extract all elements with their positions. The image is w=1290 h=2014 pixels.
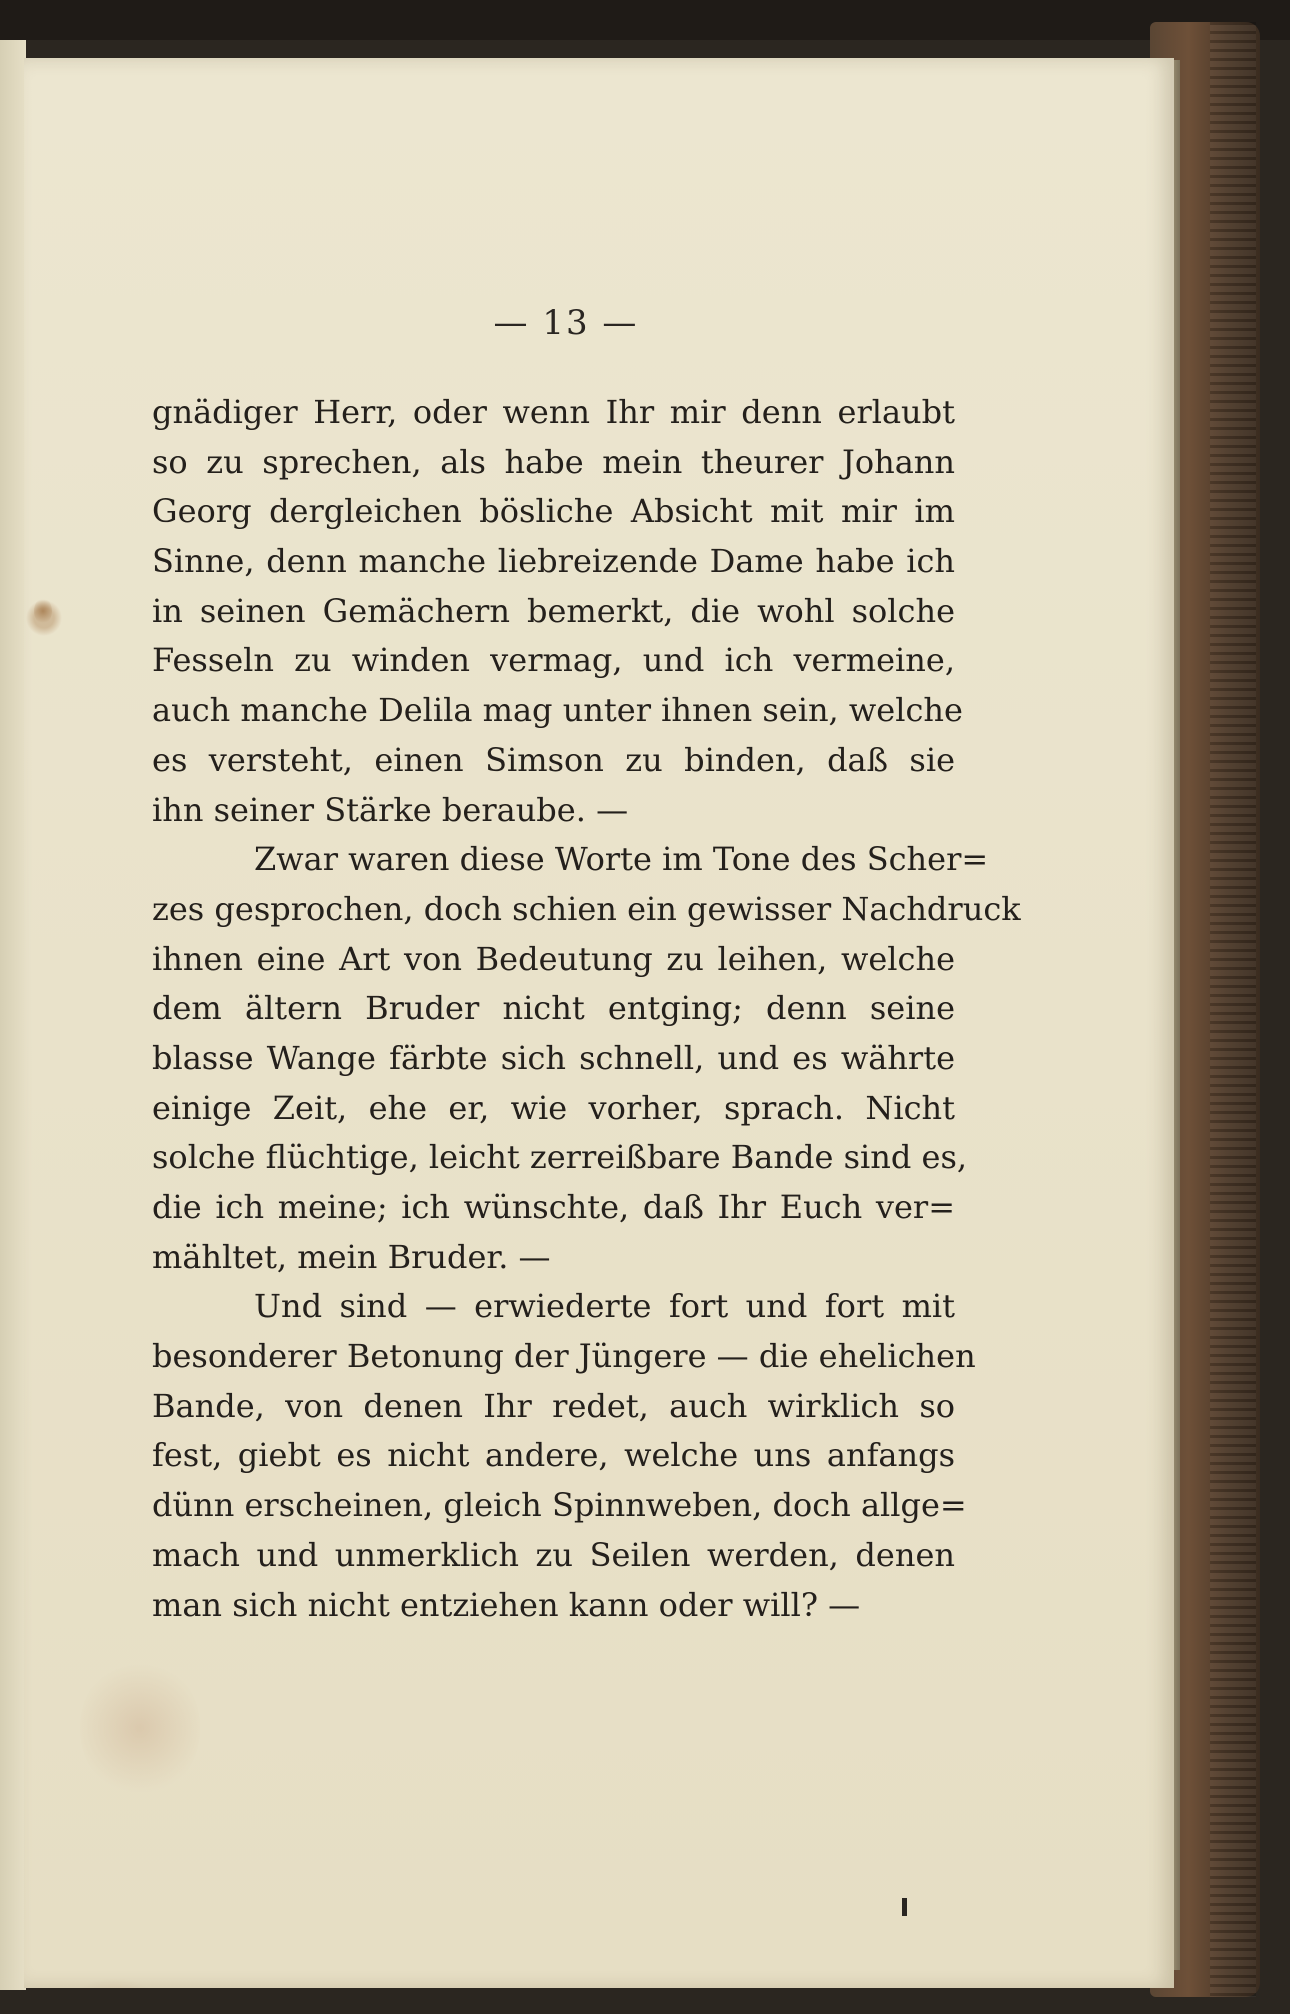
facing-page-edge [0,40,26,1990]
text-line: dem ältern Bruder nicht entging; denn seine [152,989,955,1028]
text-line: Sinne, denn manche liebreizende Dame habe ich [152,542,955,581]
paragraph [152,835,1021,1282]
text-line: die ich meine; ich wünschte, daß Ihr Euch ver= [152,1188,955,1226]
text-line: so zu sprechen, als habe mein theurer Johann [152,442,955,481]
text-line: zes gesprochen, doch schien ein gewisser Nachdruck [152,889,1021,928]
text-line: es versteht, einen Simson zu binden, daß sie [152,740,955,779]
paragraph [152,388,963,835]
text-line: einige Zeit, ehe er, wie vorher, sprach. Nicht [152,1088,955,1127]
scan-background [0,0,1290,40]
paragraph [152,1282,976,1630]
text-line: ihn seiner Stärke beraube. — [152,790,629,829]
ink-mark [902,1898,907,1916]
text-line: auch manche Delila mag unter ihnen sein, welche [152,691,963,730]
text-line: Bande, von denen Ihr redet, auch wirklich so [152,1386,955,1425]
text-line: besonderer Betonung der Jüngere — die ehelichen [152,1337,976,1376]
book-page [24,58,1174,1988]
text-line: Zwar waren diese Worte im Tone des Scher= [254,840,989,879]
text-line: man sich nicht entziehen kann oder will? — [152,1585,861,1624]
text-line: Fesseln zu winden vermag, und ich vermeine, [152,641,955,680]
text-line: mähltet, mein Bruder. — [152,1237,551,1276]
text-line: solche flüchtige, leicht zerreißbare Bande sind es, [152,1138,968,1177]
page-number: — 13 — [493,303,639,343]
text-line: mach und unmerklich zu Seilen werden, denen [152,1535,955,1574]
text-line: blasse Wange färbte sich schnell, und es währte [152,1038,955,1077]
text-line: Georg dergleichen bösliche Absicht mit mir im [152,492,955,531]
text-line: gnädiger Herr, oder wenn Ihr mir denn erlaubt [152,393,955,431]
text-line: fest, giebt es nicht andere, welche uns anfangs [152,1436,955,1475]
body-text [152,388,1021,1630]
text-line: in seinen Gemächern bemerkt, die wohl solche [152,591,955,630]
text-line: dünn erscheinen, gleich Spinnweben, doch allge= [152,1486,967,1525]
page-spot [34,598,52,624]
text-line: Und sind — erwiederte fort und fort mit [254,1287,955,1326]
page-stain [80,1658,200,1798]
text-line: ihnen eine Art von Bedeutung zu leihen, welche [152,939,955,978]
